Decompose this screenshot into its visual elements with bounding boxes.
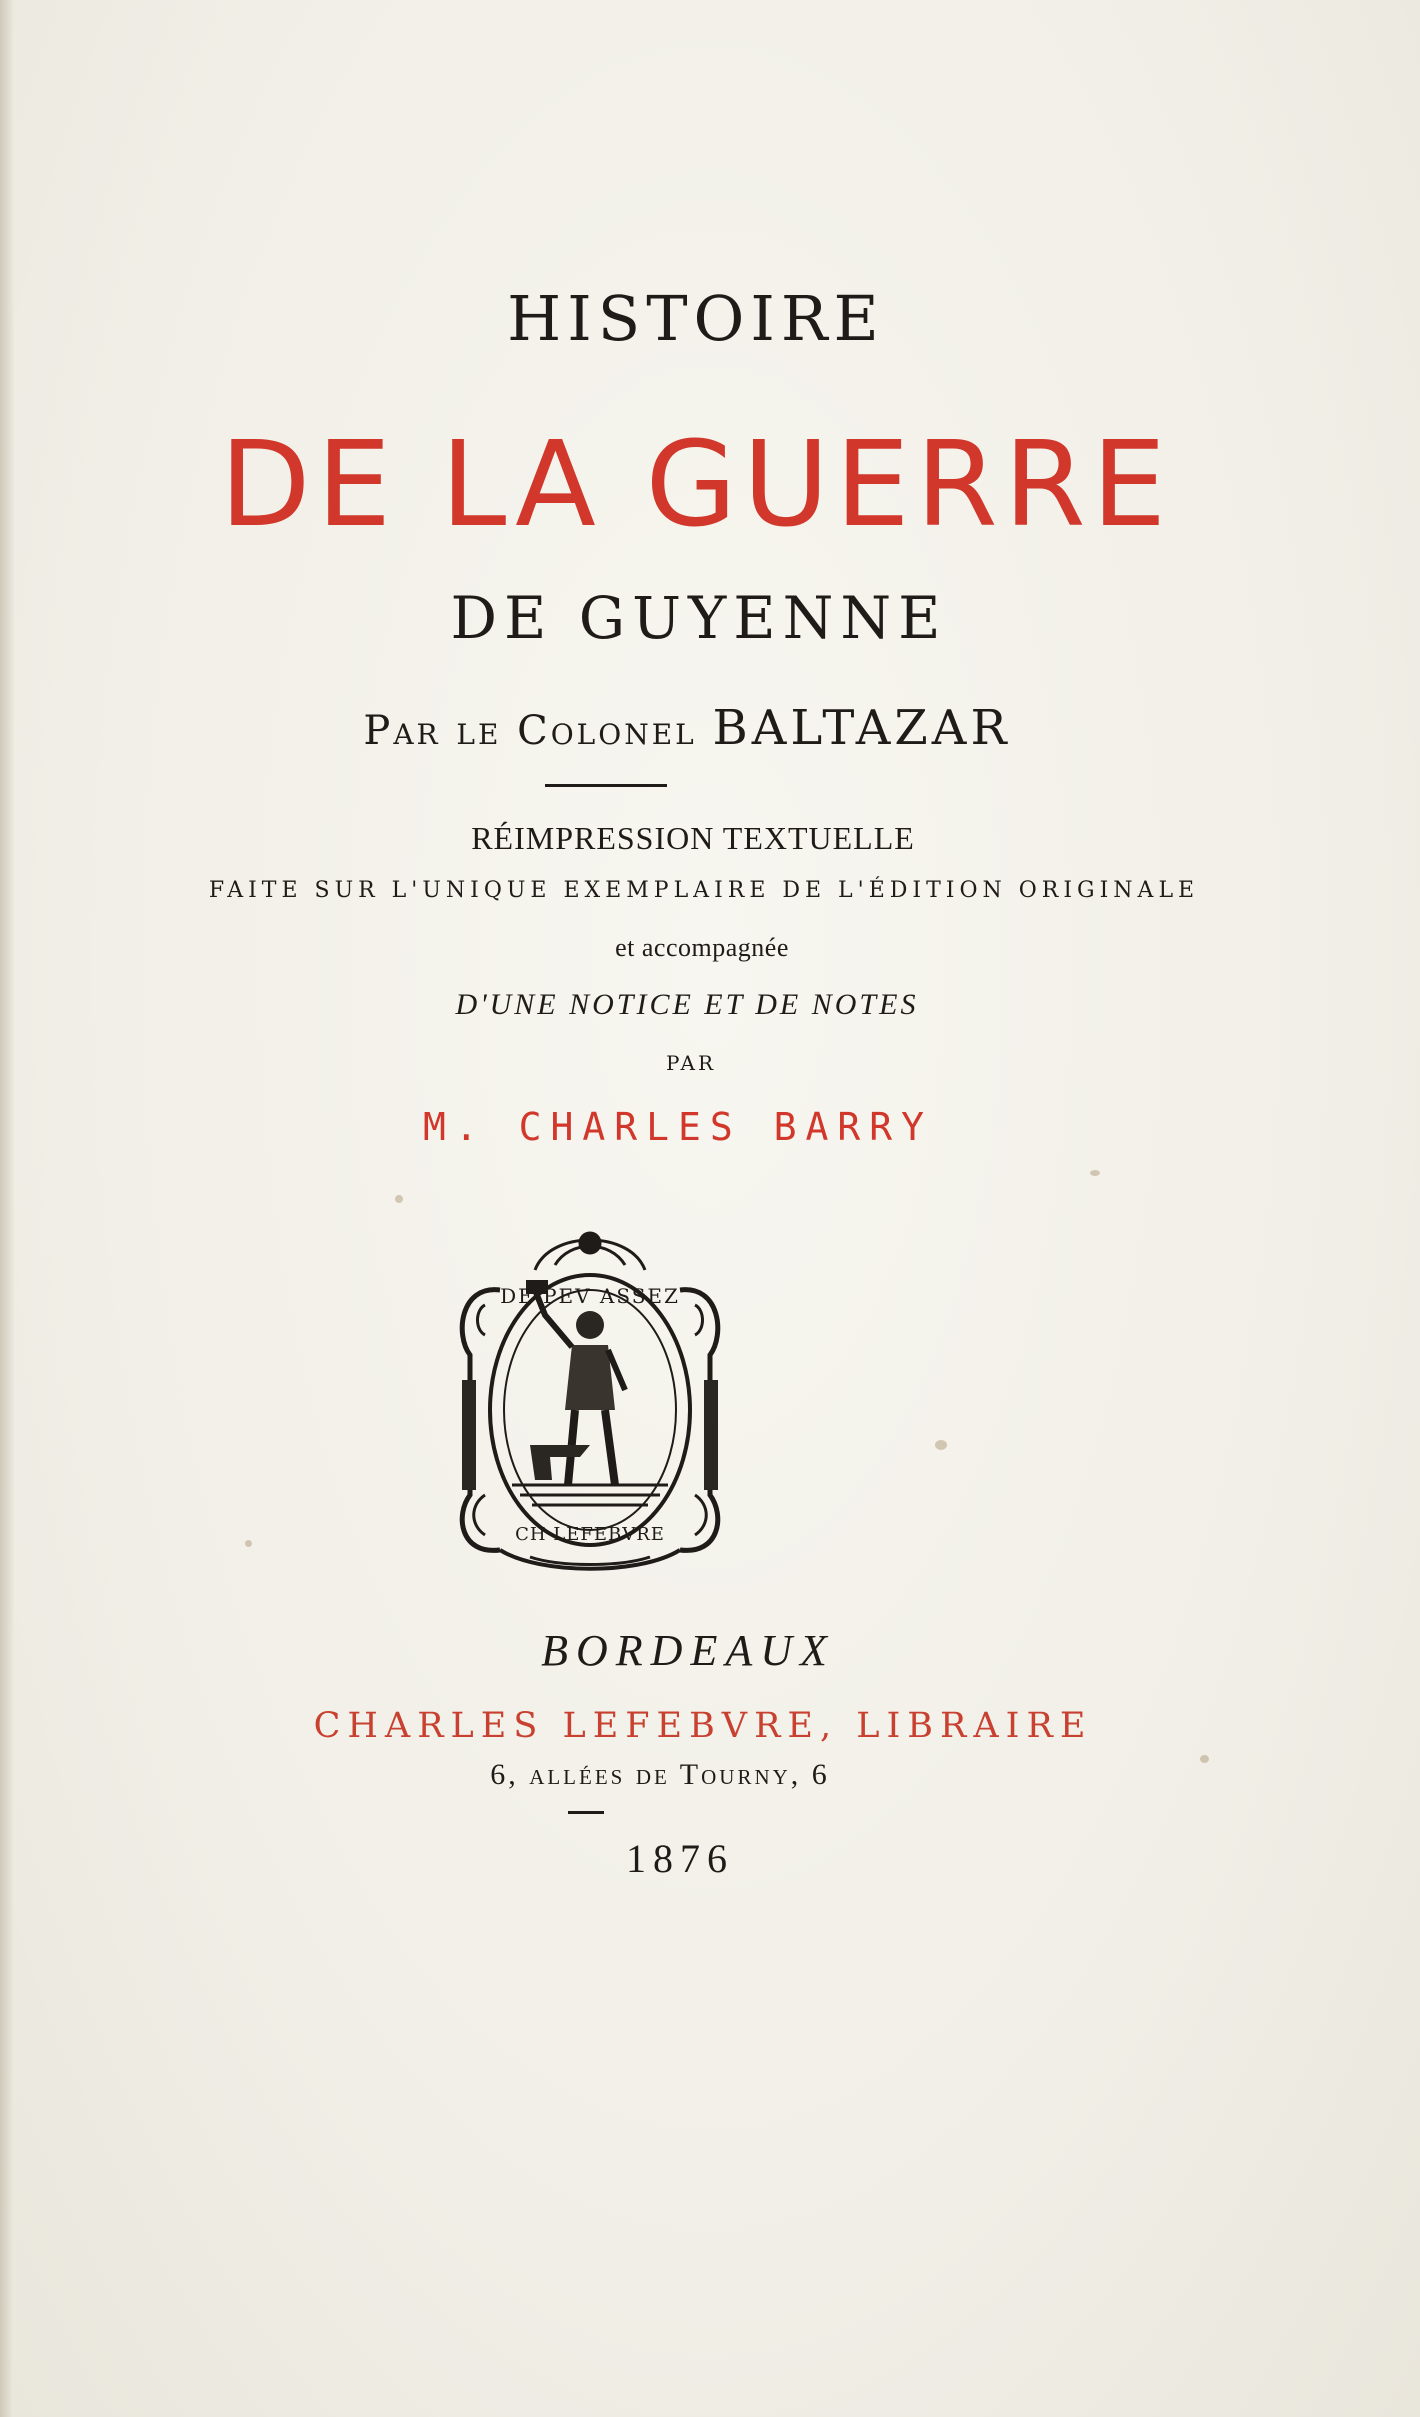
paper-foxing-spot	[1200, 1755, 1209, 1763]
accompagnee-line: et accompagnée	[615, 933, 789, 962]
reimpression-line: RÉIMPRESSION TEXTUELLE	[471, 820, 915, 856]
title-de-la-guerre: DE LA GUERRE	[219, 415, 1173, 553]
paper-foxing-spot	[395, 1195, 403, 1203]
notice-line: D'UNE NOTICE ET DE NOTES	[455, 988, 919, 1021]
byline-author: BALTAZAR	[712, 700, 1011, 756]
paper-foxing-spot	[935, 1440, 947, 1450]
paper-foxing-spot	[245, 1540, 252, 1547]
imprint-address: 6, allées de Tourny, 6	[490, 1758, 830, 1791]
emblem-banner: CH LEFEBVRE	[515, 1524, 665, 1545]
printer-mark-blacksmith-icon	[440, 1195, 740, 1575]
imprint-year: 1876	[626, 1836, 734, 1881]
faite-sur-line: FAITE SUR L'UNIQUE EXEMPLAIRE DE L'ÉDITION ORIGINALE	[208, 878, 1200, 903]
editor-name: M. CHARLES BARRY	[422, 1105, 934, 1149]
page-gutter	[0, 0, 14, 2417]
title-de-guyenne: DE GUYENNE	[450, 584, 948, 652]
par-line: PAR	[665, 1051, 717, 1075]
emblem-motto: DE PEV ASSEZ	[500, 1284, 680, 1308]
paper-foxing-spot	[1090, 1170, 1100, 1176]
byline-prefix: Par le Colonel	[363, 708, 697, 754]
title-histoire: HISTOIRE	[507, 282, 885, 355]
imprint-publisher: CHARLES LEFEBVRE, LIBRAIRE	[313, 1706, 1093, 1746]
divider-rule-small	[568, 1811, 604, 1814]
imprint-city: BORDEAUX	[541, 1626, 835, 1675]
divider-rule	[545, 784, 667, 787]
byline	[0, 700, 1397, 756]
